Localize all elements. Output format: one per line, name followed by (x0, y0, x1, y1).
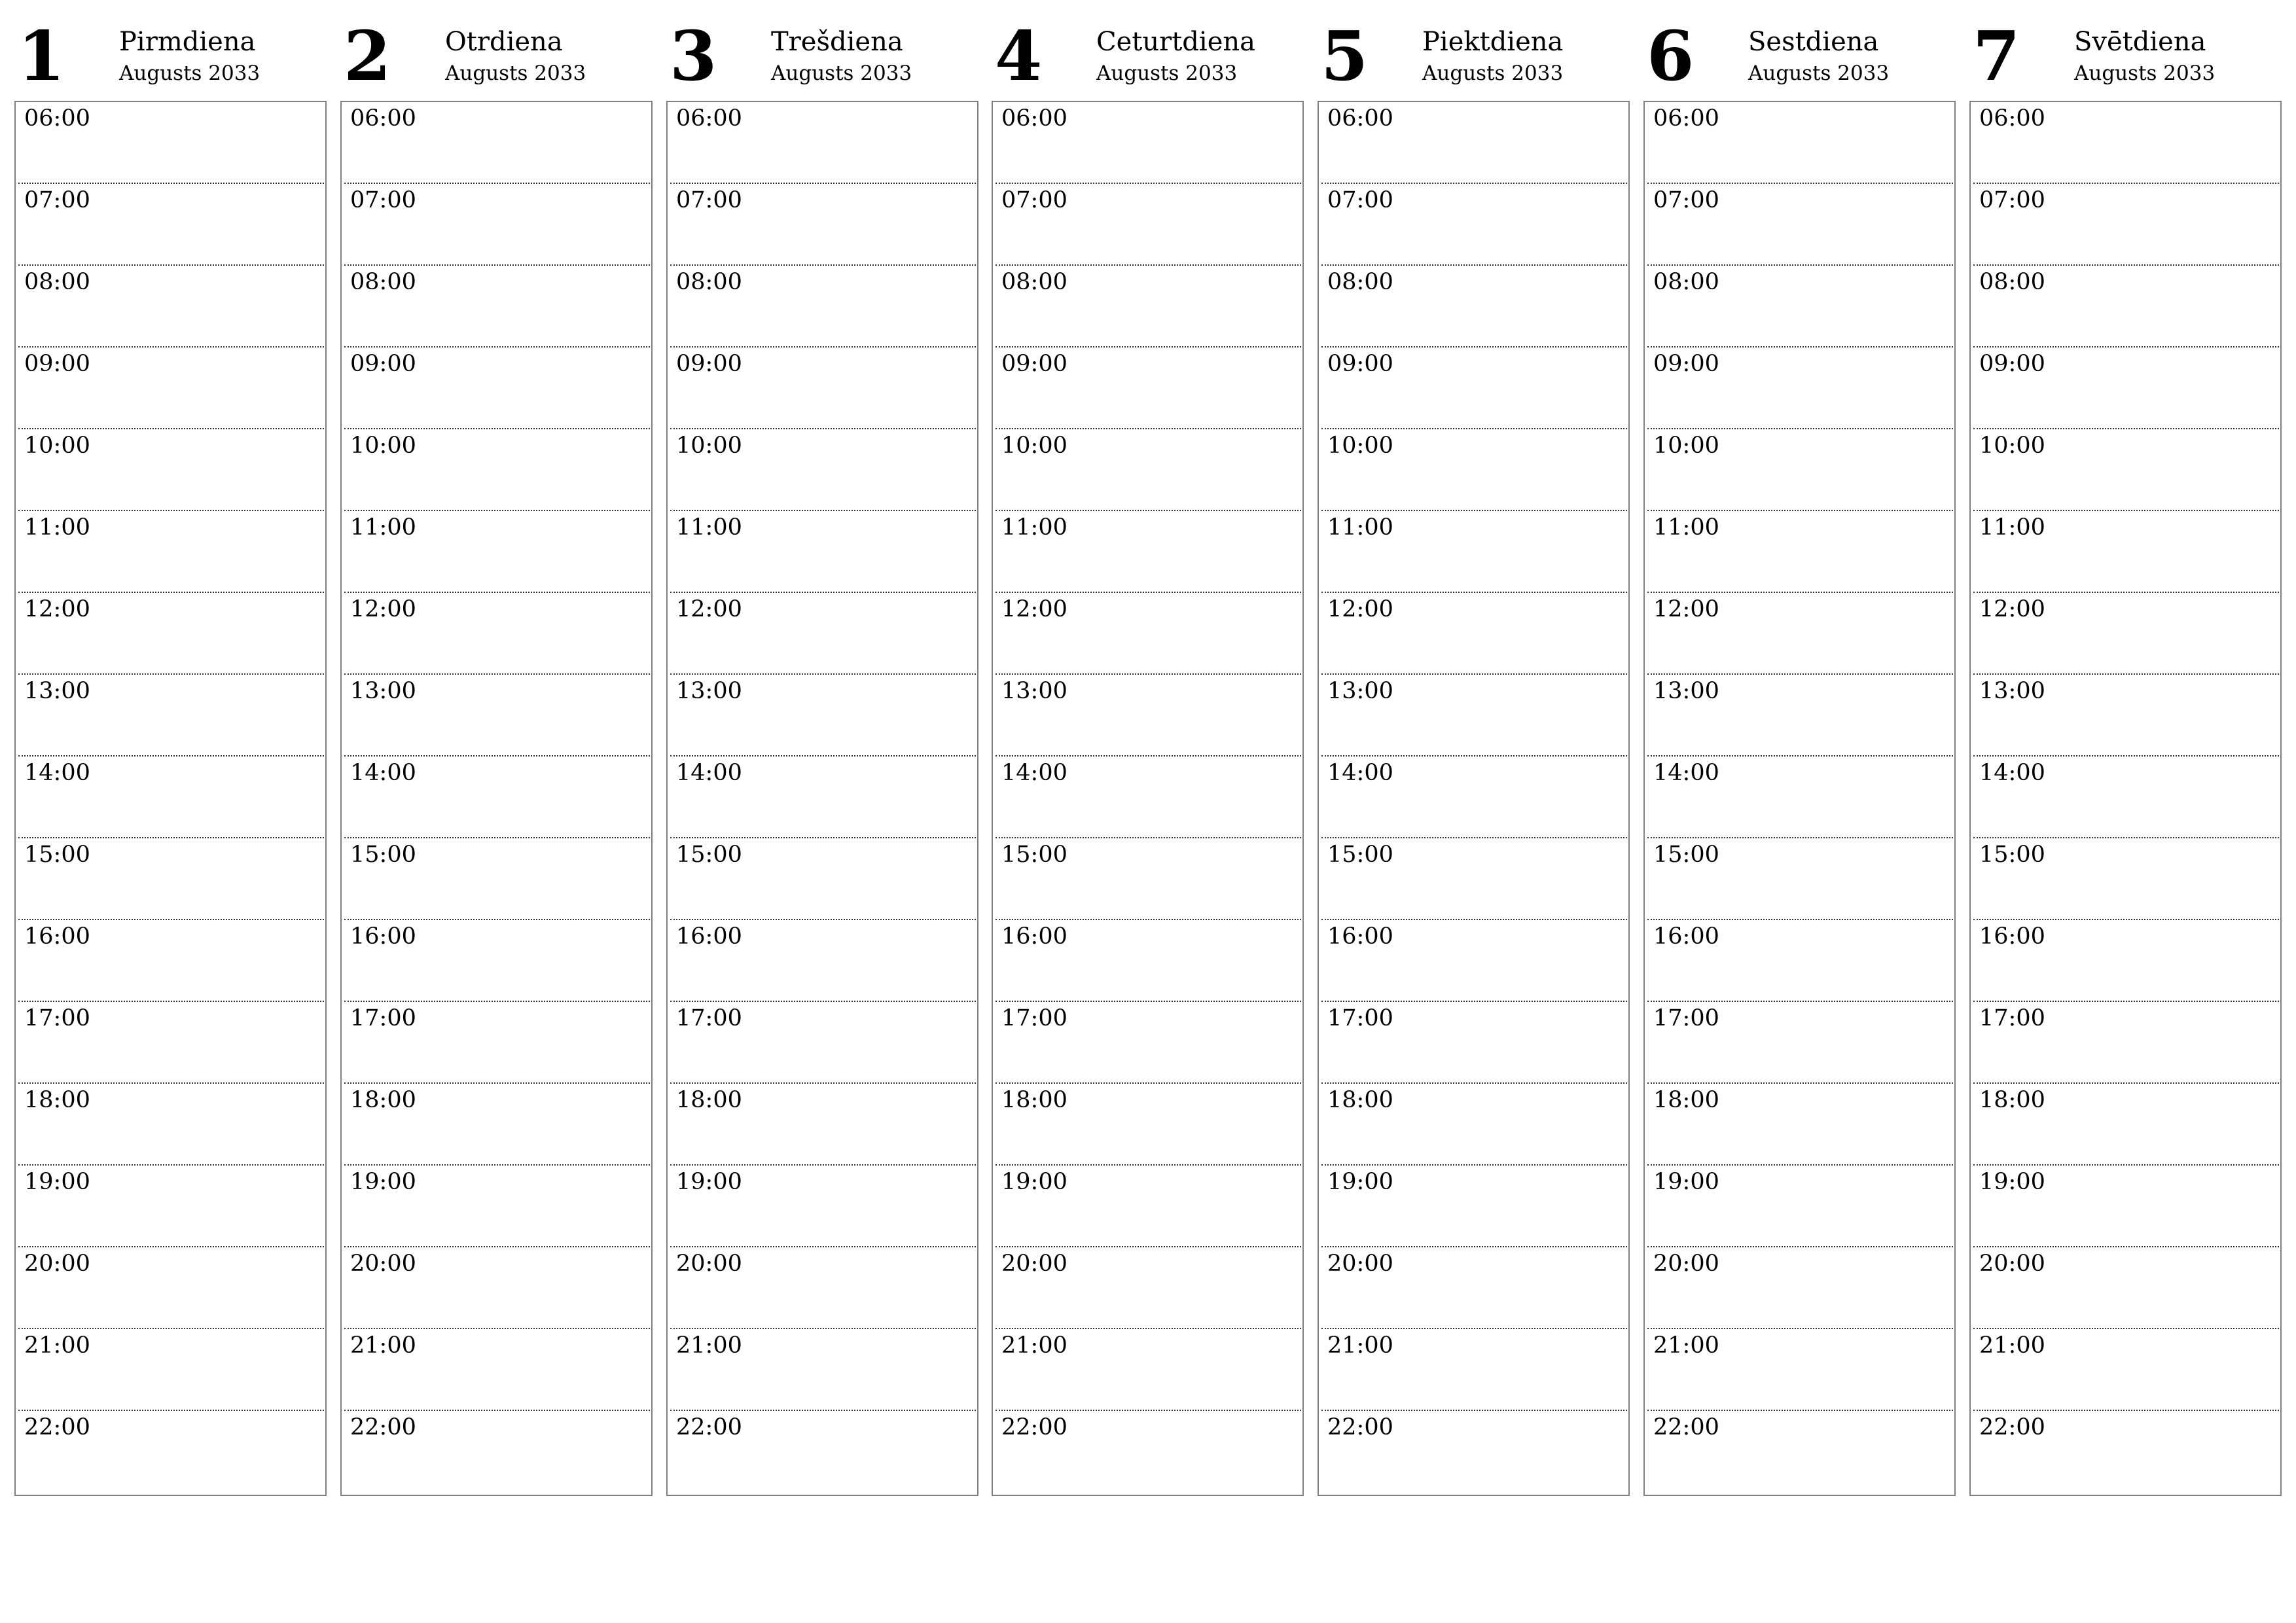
time-slot (1973, 757, 2279, 838)
time-slot (996, 1329, 1301, 1411)
day-header (1969, 0, 2282, 98)
time-slot-label: 16:00 (24, 923, 90, 950)
time-slot-label: 06:00 (24, 105, 90, 132)
day-schedule-box (1969, 101, 2282, 1496)
time-slot (1647, 1247, 1953, 1329)
time-slot (1321, 920, 1627, 1002)
time-slot-label: 15:00 (1653, 842, 1719, 868)
time-slot (18, 1166, 324, 1247)
time-slot-label: 08:00 (1327, 269, 1393, 295)
time-slot (670, 1084, 976, 1166)
time-slot-label: 19:00 (1001, 1169, 1067, 1195)
time-slot (670, 1166, 976, 1247)
time-slot-label: 11:00 (1653, 514, 1719, 541)
time-slot (344, 102, 650, 184)
time-slot-label: 16:00 (1327, 923, 1393, 950)
time-slot (344, 675, 650, 757)
time-slot (1321, 1002, 1627, 1084)
time-slot (18, 348, 324, 429)
time-slot-label: 06:00 (1327, 105, 1393, 132)
time-slot-label: 16:00 (350, 923, 416, 950)
time-slot (1973, 1411, 2279, 1493)
time-slot (1973, 675, 2279, 757)
time-slot-label: 22:00 (1653, 1414, 1719, 1440)
time-slot (670, 1411, 976, 1493)
time-slot-label: 19:00 (676, 1169, 742, 1195)
time-slot-label: 09:00 (24, 351, 90, 377)
time-slot-label: 12:00 (1327, 596, 1393, 622)
time-slot-label: 14:00 (1001, 760, 1067, 786)
time-slot (18, 511, 324, 593)
time-slot (670, 102, 976, 184)
time-slot (18, 1411, 324, 1493)
day-month-label: Augusts 2033 (1422, 62, 1564, 85)
time-slot-label: 12:00 (1001, 596, 1067, 622)
time-slot (996, 593, 1301, 675)
time-slot-label: 10:00 (1653, 433, 1719, 459)
day-name: Pirmdiena (119, 27, 256, 57)
time-slot (18, 1247, 324, 1329)
time-slot-label: 18:00 (24, 1087, 90, 1113)
day-number: 1 (18, 16, 65, 96)
time-slot-label: 21:00 (1327, 1332, 1393, 1359)
time-slot-label: 15:00 (350, 842, 416, 868)
time-slot-label: 18:00 (350, 1087, 416, 1113)
day-schedule-box (340, 101, 653, 1496)
time-slot-label: 06:00 (676, 105, 742, 132)
time-slot (1321, 1084, 1627, 1166)
time-slot (1321, 757, 1627, 838)
time-slot (670, 920, 976, 1002)
time-slot (1973, 102, 2279, 184)
time-slot-label: 16:00 (1979, 923, 2045, 950)
time-slot-label: 22:00 (1979, 1414, 2045, 1440)
time-slot-label: 06:00 (350, 105, 416, 132)
time-slot (344, 1247, 650, 1329)
time-slot-label: 13:00 (1979, 678, 2045, 704)
time-slot (1647, 266, 1953, 348)
day-number: 7 (1973, 16, 2020, 96)
time-slot-label: 15:00 (676, 842, 742, 868)
time-slot (344, 511, 650, 593)
time-slot (1973, 1166, 2279, 1247)
time-slot (1973, 348, 2279, 429)
time-slot (18, 1002, 324, 1084)
time-slot-label: 15:00 (1001, 842, 1067, 868)
time-slot-label: 13:00 (676, 678, 742, 704)
time-slot (670, 266, 976, 348)
time-slot (18, 1084, 324, 1166)
time-slot (670, 184, 976, 266)
time-slot-label: 19:00 (350, 1169, 416, 1195)
time-slot (996, 266, 1301, 348)
day-name: Otrdiena (445, 27, 563, 57)
time-slot-label: 11:00 (24, 514, 90, 541)
time-slot-label: 13:00 (350, 678, 416, 704)
day-name: Trešdiena (771, 27, 903, 57)
time-slot-label: 08:00 (676, 269, 742, 295)
time-slot-label: 11:00 (350, 514, 416, 541)
day-schedule-box (992, 101, 1304, 1496)
day-month-label: Augusts 2033 (2074, 62, 2215, 85)
time-slot (18, 429, 324, 511)
time-slot (18, 757, 324, 838)
time-slot (344, 266, 650, 348)
time-slot (670, 511, 976, 593)
time-slot-label: 06:00 (1979, 105, 2045, 132)
time-slot (18, 1329, 324, 1411)
time-slot (670, 838, 976, 920)
time-slot-label: 10:00 (1001, 433, 1067, 459)
time-slot-label: 08:00 (1001, 269, 1067, 295)
time-slot-label: 17:00 (1653, 1005, 1719, 1031)
time-slot (1973, 429, 2279, 511)
day-header (14, 0, 327, 98)
time-slot-label: 14:00 (1327, 760, 1393, 786)
time-slot (1647, 838, 1953, 920)
time-slot (1321, 184, 1627, 266)
time-slot (1647, 1329, 1953, 1411)
day-header (992, 0, 1304, 98)
time-slot (996, 1166, 1301, 1247)
day-number: 5 (1321, 16, 1369, 96)
time-slot-label: 21:00 (24, 1332, 90, 1359)
time-slot (670, 1002, 976, 1084)
time-slot-label: 10:00 (1327, 433, 1393, 459)
time-slot-label: 15:00 (1979, 842, 2045, 868)
time-slot (1647, 1002, 1953, 1084)
time-slot-label: 15:00 (24, 842, 90, 868)
time-slot-label: 15:00 (1327, 842, 1393, 868)
time-slot (18, 266, 324, 348)
time-slot-label: 22:00 (24, 1414, 90, 1440)
time-slot (1647, 102, 1953, 184)
day-header (1318, 0, 1630, 98)
time-slot (670, 757, 976, 838)
time-slot (18, 920, 324, 1002)
time-slot-label: 11:00 (1001, 514, 1067, 541)
day-month-label: Augusts 2033 (119, 62, 260, 85)
time-slot (1973, 838, 2279, 920)
time-slot (996, 838, 1301, 920)
time-slot-label: 06:00 (1653, 105, 1719, 132)
time-slot-label: 18:00 (1979, 1087, 2045, 1113)
time-slot-label: 19:00 (1327, 1169, 1393, 1195)
time-slot-label: 20:00 (1001, 1251, 1067, 1277)
time-slot-label: 12:00 (676, 596, 742, 622)
time-slot (1321, 675, 1627, 757)
time-slot (1973, 184, 2279, 266)
time-slot-label: 20:00 (676, 1251, 742, 1277)
day-name: Ceturtdiena (1096, 27, 1255, 57)
day-number: 3 (670, 16, 717, 96)
time-slot (996, 184, 1301, 266)
day-schedule-box (1318, 101, 1630, 1496)
time-slot-label: 12:00 (1979, 596, 2045, 622)
time-slot (996, 920, 1301, 1002)
time-slot (996, 757, 1301, 838)
day-schedule-box (14, 101, 327, 1496)
time-slot (1973, 1084, 2279, 1166)
time-slot (18, 675, 324, 757)
time-slot (344, 593, 650, 675)
time-slot-label: 22:00 (350, 1414, 416, 1440)
time-slot-label: 19:00 (24, 1169, 90, 1195)
time-slot (1321, 838, 1627, 920)
time-slot (670, 1247, 976, 1329)
time-slot (996, 348, 1301, 429)
time-slot-label: 09:00 (1001, 351, 1067, 377)
day-month-label: Augusts 2033 (771, 62, 912, 85)
time-slot-label: 09:00 (1653, 351, 1719, 377)
time-slot (1321, 348, 1627, 429)
day-number: 6 (1647, 16, 1695, 96)
time-slot (1321, 1247, 1627, 1329)
time-slot-label: 08:00 (350, 269, 416, 295)
time-slot-label: 07:00 (350, 187, 416, 213)
time-slot (1973, 593, 2279, 675)
time-slot-label: 09:00 (1979, 351, 2045, 377)
time-slot-label: 10:00 (24, 433, 90, 459)
time-slot-label: 16:00 (676, 923, 742, 950)
time-slot-label: 20:00 (350, 1251, 416, 1277)
time-slot (1647, 757, 1953, 838)
time-slot (1647, 429, 1953, 511)
time-slot-label: 21:00 (350, 1332, 416, 1359)
time-slot-label: 07:00 (1327, 187, 1393, 213)
time-slot (1647, 920, 1953, 1002)
time-slot-label: 13:00 (24, 678, 90, 704)
time-slot (1973, 266, 2279, 348)
time-slot-label: 18:00 (1653, 1087, 1719, 1113)
time-slot-label: 16:00 (1001, 923, 1067, 950)
time-slot-label: 07:00 (24, 187, 90, 213)
time-slot (344, 920, 650, 1002)
time-slot-label: 07:00 (676, 187, 742, 213)
time-slot-label: 21:00 (1653, 1332, 1719, 1359)
weekly-planner (14, 0, 2295, 1505)
time-slot-label: 08:00 (24, 269, 90, 295)
time-slot (1647, 348, 1953, 429)
day-name: Piektdiena (1422, 27, 1564, 57)
time-slot-label: 13:00 (1327, 678, 1393, 704)
time-slot (996, 1084, 1301, 1166)
time-slot-label: 16:00 (1653, 923, 1719, 950)
time-slot (1321, 511, 1627, 593)
time-slot (18, 184, 324, 266)
time-slot (996, 102, 1301, 184)
time-slot-label: 10:00 (1979, 433, 2045, 459)
time-slot-label: 19:00 (1979, 1169, 2045, 1195)
time-slot (344, 429, 650, 511)
time-slot-label: 22:00 (1001, 1414, 1067, 1440)
time-slot (1973, 920, 2279, 1002)
time-slot-label: 12:00 (1653, 596, 1719, 622)
time-slot-label: 21:00 (1001, 1332, 1067, 1359)
day-schedule-box (666, 101, 978, 1496)
time-slot-label: 14:00 (676, 760, 742, 786)
time-slot (344, 757, 650, 838)
time-slot-label: 19:00 (1653, 1169, 1719, 1195)
time-slot-label: 17:00 (24, 1005, 90, 1031)
time-slot (1647, 1084, 1953, 1166)
time-slot-label: 14:00 (350, 760, 416, 786)
time-slot-label: 07:00 (1001, 187, 1067, 213)
time-slot-label: 13:00 (1653, 678, 1719, 704)
time-slot (344, 1329, 650, 1411)
time-slot-label: 11:00 (676, 514, 742, 541)
day-number: 2 (344, 16, 391, 96)
time-slot-label: 21:00 (1979, 1332, 2045, 1359)
time-slot (1321, 266, 1627, 348)
time-slot-label: 08:00 (1653, 269, 1719, 295)
time-slot (670, 429, 976, 511)
time-slot-label: 20:00 (1979, 1251, 2045, 1277)
time-slot-label: 14:00 (1979, 760, 2045, 786)
time-slot (1647, 1166, 1953, 1247)
day-schedule-box (1643, 101, 1956, 1496)
time-slot-label: 14:00 (1653, 760, 1719, 786)
time-slot (1321, 1329, 1627, 1411)
time-slot (344, 184, 650, 266)
time-slot-label: 14:00 (24, 760, 90, 786)
time-slot (670, 675, 976, 757)
time-slot-label: 22:00 (1327, 1414, 1393, 1440)
day-month-label: Augusts 2033 (1748, 62, 1890, 85)
time-slot-label: 21:00 (676, 1332, 742, 1359)
time-slot-label: 07:00 (1653, 187, 1719, 213)
time-slot (1973, 1329, 2279, 1411)
time-slot-label: 09:00 (350, 351, 416, 377)
time-slot-label: 18:00 (676, 1087, 742, 1113)
time-slot (996, 429, 1301, 511)
time-slot (344, 1411, 650, 1493)
time-slot-label: 17:00 (350, 1005, 416, 1031)
time-slot (996, 1247, 1301, 1329)
time-slot-label: 17:00 (1979, 1005, 2045, 1031)
time-slot-label: 20:00 (24, 1251, 90, 1277)
time-slot-label: 09:00 (676, 351, 742, 377)
time-slot-label: 18:00 (1001, 1087, 1067, 1113)
time-slot-label: 07:00 (1979, 187, 2045, 213)
time-slot-label: 12:00 (24, 596, 90, 622)
day-name: Svētdiena (2074, 27, 2206, 57)
time-slot (1321, 593, 1627, 675)
day-month-label: Augusts 2033 (1096, 62, 1238, 85)
time-slot (1973, 1002, 2279, 1084)
day-header (340, 0, 653, 98)
time-slot (18, 838, 324, 920)
time-slot-label: 13:00 (1001, 678, 1067, 704)
day-number: 4 (995, 16, 1043, 96)
time-slot (1321, 102, 1627, 184)
time-slot-label: 11:00 (1327, 514, 1393, 541)
time-slot (344, 1166, 650, 1247)
day-name: Sestdiena (1748, 27, 1879, 57)
time-slot-label: 17:00 (676, 1005, 742, 1031)
time-slot (1973, 1247, 2279, 1329)
time-slot (996, 675, 1301, 757)
time-slot-label: 10:00 (350, 433, 416, 459)
day-month-label: Augusts 2033 (445, 62, 586, 85)
time-slot (18, 593, 324, 675)
time-slot-label: 09:00 (1327, 351, 1393, 377)
time-slot-label: 18:00 (1327, 1087, 1393, 1113)
time-slot (1647, 184, 1953, 266)
day-header (1643, 0, 1956, 98)
time-slot (1647, 1411, 1953, 1493)
time-slot (1321, 429, 1627, 511)
time-slot (996, 1411, 1301, 1493)
time-slot-label: 08:00 (1979, 269, 2045, 295)
time-slot-label: 22:00 (676, 1414, 742, 1440)
time-slot (1647, 675, 1953, 757)
time-slot (996, 511, 1301, 593)
time-slot-label: 10:00 (676, 433, 742, 459)
day-header (666, 0, 978, 98)
time-slot (1647, 593, 1953, 675)
time-slot-label: 06:00 (1001, 105, 1067, 132)
time-slot (1647, 511, 1953, 593)
time-slot (670, 1329, 976, 1411)
time-slot (1321, 1166, 1627, 1247)
time-slot (996, 1002, 1301, 1084)
time-slot (344, 1002, 650, 1084)
time-slot-label: 11:00 (1979, 514, 2045, 541)
time-slot-label: 12:00 (350, 596, 416, 622)
time-slot (670, 348, 976, 429)
time-slot (1321, 1411, 1627, 1493)
time-slot (344, 348, 650, 429)
time-slot-label: 17:00 (1327, 1005, 1393, 1031)
time-slot (344, 838, 650, 920)
time-slot-label: 20:00 (1653, 1251, 1719, 1277)
time-slot (670, 593, 976, 675)
time-slot-label: 17:00 (1001, 1005, 1067, 1031)
time-slot (18, 102, 324, 184)
time-slot-label: 20:00 (1327, 1251, 1393, 1277)
time-slot (344, 1084, 650, 1166)
time-slot (1973, 511, 2279, 593)
